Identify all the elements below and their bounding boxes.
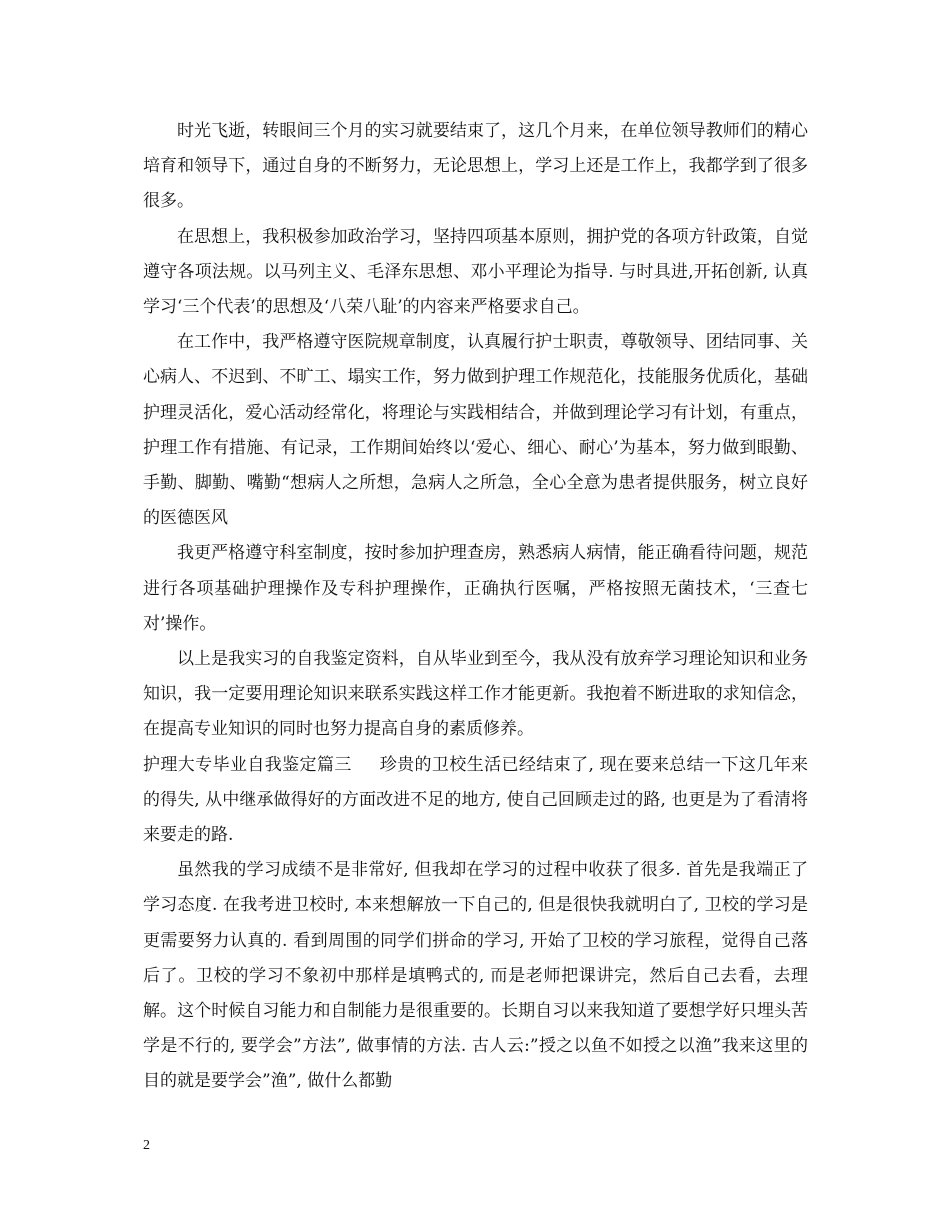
body-text [143,114,808,1100]
paragraph-3: 在工作中，我严格遵守医院规章制度，认真履行护士职责，尊敬领导、团结同事、关心病人、不迟到、不旷工、塌实工作，努力做到护理工作规范化，技能服务优质化，基础护理灵活化，爱心活动经常化，将理论与实践相结合，并做到理论学习有计划，有重点，护理工作有措施、有记录，工作期间始终以‘爱心、细心、耐心’为基本，努力做到眼勤、手勤、脚勤、嘴勤“想病人之所想，急病人之所急，全心全意为患者提供服务，树立良好的医德医风 [143,332,808,529]
section-heading: 护理大专毕业自我鉴定篇三 [143,754,352,775]
paragraph-1: 时光飞逝，转眼间三个月的实习就要结束了，这几个月来，在单位领导教师们的精心培育和领导下，通过自身的不断努力，无论思想上，学习上还是工作上，我都学到了很多很多。 [143,121,808,212]
section-3-paragraph [143,748,808,854]
paragraph-2: 在思想上，我积极参加政治学习，坚持四项基本原则，拥护党的各项方针政策，自觉遵守各项法规。以马列主义、毛泽东思想、邓小平理论为指导. 与时具进,开拓创新, 认真学习‘三个代表’的思想及‘八荣八耻’的内容来严格要求自己。 [143,226,808,318]
page-number: 2 [143,1138,150,1153]
paragraph-4: 我更严格遵守科室制度，按时参加护理查房，熟悉病人病情，能正确看待问题，规范进行各项基础护理操作及专科护理操作，正确执行医嘱，严格按照无菌技术，‘三查七对’操作。 [143,543,808,634]
paragraph-7: 虽然我的学习成绩不是非常好, 但我却在学习的过程中收获了很多. 首先是我端正了学习态度. 在我考进卫校时, 本来想解放一下自己的, 但是很快我就明白了, 卫校的学习是更需要努力认真的. 看到周围的同学们拼命的学习, 开始了卫校的学习旅程，觉得自己落后了。卫校的学习不象初中那样是填鸭式的, 而是老师把课讲完，然后自己去看，去理解。这个时候自习能力和自制能力是很重要的。长期自习以来我知道了要想学好只埋头苦学是不行的, 要学会”方法”, 做事情的方法. 古人云:”授之以鱼不如授之以渔”我来这里的目的就是要学会”渔”, 做什么都勤 [143,860,808,1092]
paragraph-5: 以上是我实习的自我鉴定资料，自从毕业到至今，我从没有放弃学习理论知识和业务知识，我一定要用理论知识来联系实践这样工作才能更新。我抱着不断进取的求知信念，在提高专业知识的同时也努力提高自身的素质修养。 [143,649,808,740]
section-3-lead-text: 珍贵的卫校生活已经结束了, 现在要来总结一下这几年来的得失, 从中继承做得好的方面改进不足的地方, 使自己回顾走过的路, 也更是为了看清将来要走的路. [143,754,808,846]
